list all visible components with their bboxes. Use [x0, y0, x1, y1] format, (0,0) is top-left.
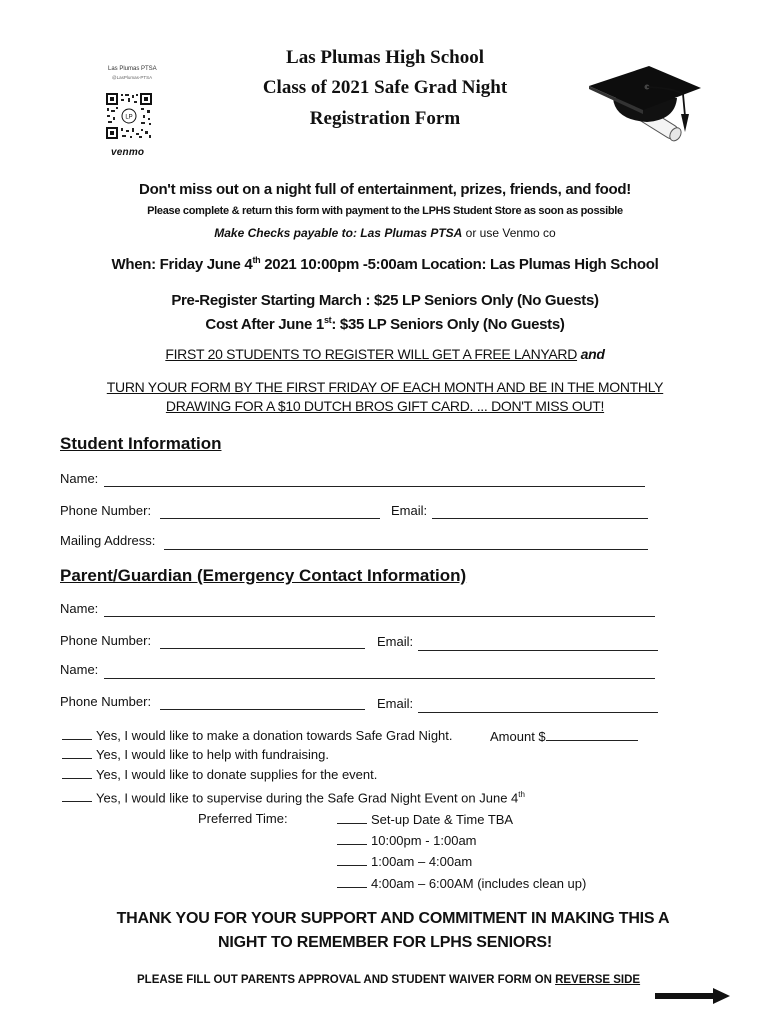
time-option-first: [337, 833, 477, 848]
after-suffix: st: [323, 315, 332, 325]
time-option-third: [337, 876, 586, 891]
fundraising-option: [62, 747, 329, 762]
school-name: Las Plumas High School: [286, 47, 484, 68]
supplies-checkbox[interactable]: [62, 769, 92, 779]
fundraising-checkbox[interactable]: [62, 749, 92, 759]
when-suffix: th: [252, 255, 261, 265]
time-second-text: 1:00am – 4:00am: [371, 854, 473, 869]
parent2-email-label: Email:: [377, 696, 414, 711]
parent1-phone-field[interactable]: [160, 648, 365, 649]
time-first-text: 10:00pm - 1:00am: [371, 833, 477, 848]
supervise-option: [62, 790, 525, 805]
parent2-email-field[interactable]: [418, 712, 658, 713]
student-phone-field[interactable]: [160, 518, 380, 519]
venmo-logo: venmo: [111, 147, 145, 158]
lanyard-and: and: [577, 346, 605, 362]
time-option-setup: [337, 812, 513, 827]
supervise-checkbox[interactable]: [62, 792, 92, 802]
amount-label: Amount $: [490, 729, 546, 744]
fundraising-text: Yes, I would like to help with fundraising.: [96, 747, 329, 762]
time-first-checkbox[interactable]: [337, 835, 367, 845]
time-setup-text: Set-up Date & Time TBA: [371, 812, 514, 827]
lanyard-text: FIRST 20 STUDENTS TO REGISTER WILL GET A FREE LANYARD: [165, 346, 578, 362]
parent2-phone-field[interactable]: [160, 709, 365, 710]
monthly-promo-line1: TURN YOUR FORM BY THE FIRST FRIDAY OF EACH MONTH AND BE IN THE MONTHLY: [106, 379, 664, 395]
student-name-field[interactable]: [104, 486, 645, 487]
arrow-right-icon: [655, 988, 730, 1004]
student-name-label: Name:: [60, 471, 99, 486]
parent2-phone-label: Phone Number:: [60, 694, 152, 709]
amount-field-group: [490, 729, 638, 744]
supervise-suffix: th: [518, 790, 525, 799]
parent1-email-field[interactable]: [418, 650, 658, 651]
student-email-field[interactable]: [432, 518, 648, 519]
time-third-checkbox[interactable]: [337, 878, 367, 888]
when-details: 2021 10:00pm -5:00am Location: Las Plumas High School: [260, 256, 659, 273]
qr-center-label: LP: [125, 114, 133, 121]
parent1-phone-label: Phone Number:: [60, 633, 152, 648]
reverse-prefix: PLEASE FILL OUT PARENTS APPROVAL AND STUDENT WAIVER FORM ON: [137, 974, 556, 986]
when-label: When: Friday June 4: [111, 256, 253, 273]
parent-section-title: Parent/Guardian (Emergency Contact Information): [60, 566, 467, 585]
intro-instructions: Please complete & return this form with payment to the LPHS Student Store as soon as possible: [147, 205, 623, 217]
preferred-time-label: Preferred Time:: [198, 811, 288, 826]
student-email-label: Email:: [391, 503, 428, 518]
event-title: Class of 2021 Safe Grad Night: [262, 77, 508, 98]
reverse-side-link: REVERSE SIDE: [555, 974, 641, 986]
student-section-title: Student Information: [60, 434, 222, 453]
form-title: Registration Form: [309, 108, 461, 129]
checks-payable: Make Checks payable to: Las Plumas PTSA: [214, 226, 463, 240]
donation-checkbox[interactable]: [62, 730, 92, 740]
venmo-handle: @LasPlumas-PTSA: [112, 75, 153, 80]
payment-line: [0, 226, 770, 240]
venmo-account-name: Las Plumas PTSA: [108, 66, 157, 72]
reverse-side-note: [137, 974, 640, 986]
thanks-line2: NIGHT TO REMEMBER FOR LPHS SENIORS!: [217, 934, 553, 951]
parent1-email-label: Email:: [377, 634, 414, 649]
event-when-where: [0, 255, 770, 273]
parent2-name-field[interactable]: [104, 678, 655, 679]
donation-option: [62, 728, 453, 743]
student-address-label: Mailing Address:: [60, 533, 156, 548]
time-third-text: 4:00am – 6:00AM (includes clean up): [371, 876, 587, 891]
supplies-text: Yes, I would like to donate supplies for the event.: [96, 767, 378, 782]
donation-text: Yes, I would like to make a donation towards Safe Grad Night.: [96, 728, 453, 743]
monthly-promo-line2: DRAWING FOR A $10 DUTCH BROS GIFT CARD. ... DON'T MISS OUT!: [165, 398, 605, 414]
time-setup-checkbox[interactable]: [337, 814, 367, 824]
graduation-cap-icon: [585, 58, 703, 150]
parent1-name-field[interactable]: [104, 616, 655, 617]
student-phone-label: Phone Number:: [60, 503, 152, 518]
parent2-name-label: Name:: [60, 662, 99, 677]
time-option-second: [337, 854, 472, 869]
supplies-option: [62, 767, 377, 782]
intro-headline: Don't miss out on a night full of entertainment, prizes, friends, and food!: [139, 181, 631, 198]
venmo-note: or use Venmo co: [462, 226, 556, 240]
after-label: Cost After June 1: [205, 316, 324, 333]
pre-register-price: Pre-Register Starting March : $25 LP Seniors Only (No Guests): [171, 292, 599, 309]
amount-field[interactable]: [546, 731, 638, 741]
student-address-field[interactable]: [164, 549, 648, 550]
after-price: [0, 315, 770, 333]
thanks-line1: THANK YOU FOR YOUR SUPPORT AND COMMITMENT IN MAKING THIS A: [116, 910, 670, 927]
parent1-name-label: Name:: [60, 601, 99, 616]
lanyard-promo: [0, 346, 770, 362]
time-second-checkbox[interactable]: [337, 856, 367, 866]
after-details: : $35 LP Seniors Only (No Guests): [331, 316, 565, 333]
supervise-text: Yes, I would like to supervise during the Safe Grad Night Event on June 4: [96, 790, 519, 806]
